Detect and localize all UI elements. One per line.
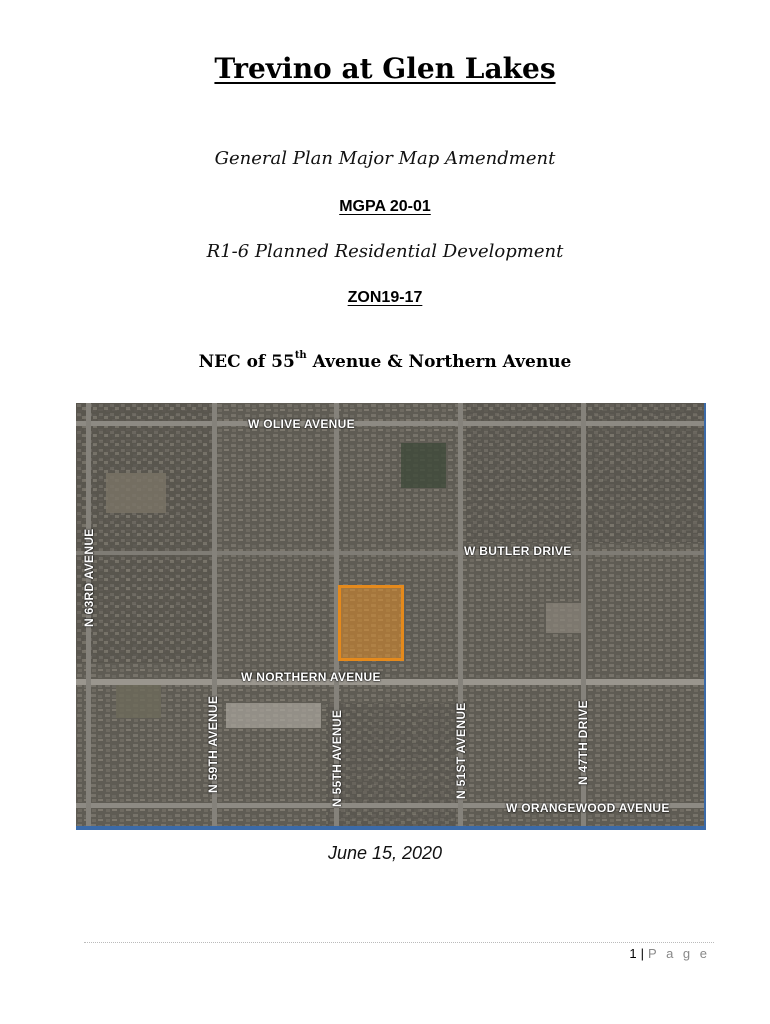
street-label-55th: N 55TH AVENUE — [330, 709, 344, 807]
case-number-zon: ZON19-17 — [347, 289, 423, 306]
document-title: Trevino at Glen Lakes — [214, 52, 556, 85]
location-ordinal: th — [294, 350, 307, 362]
street-label-47th: N 47TH DRIVE — [576, 700, 590, 785]
street-label-63rd: N 63RD AVENUE — [82, 528, 96, 627]
footer-divider — [84, 942, 714, 943]
page-label: P a g e — [648, 946, 710, 961]
project-site-outline — [338, 585, 404, 661]
case-number-mgpa: MGPA 20-01 — [339, 198, 431, 215]
location-suffix: Avenue & Northern Avenue — [306, 352, 572, 372]
page-footer — [629, 946, 710, 961]
street-label-olive: W OLIVE AVENUE — [248, 417, 355, 431]
street-label-59th: N 59TH AVENUE — [206, 695, 220, 793]
street-label-northern: W NORTHERN AVENUE — [241, 670, 381, 684]
site-location — [0, 352, 770, 372]
aerial-map — [76, 403, 706, 830]
footer-separator: | — [640, 946, 645, 961]
street-label-51st: N 51ST AVENUE — [454, 702, 468, 799]
street-label-orangewood: W ORANGEWOOD AVENUE — [506, 801, 670, 815]
development-subtitle: R1-6 Planned Residential Development — [206, 241, 564, 262]
document-date: June 15, 2020 — [327, 843, 443, 863]
location-prefix: NEC of 55 — [198, 352, 295, 372]
amendment-subtitle: General Plan Major Map Amendment — [214, 148, 556, 169]
street-label-butler: W BUTLER DRIVE — [464, 544, 572, 558]
page-number: 1 — [629, 946, 637, 961]
